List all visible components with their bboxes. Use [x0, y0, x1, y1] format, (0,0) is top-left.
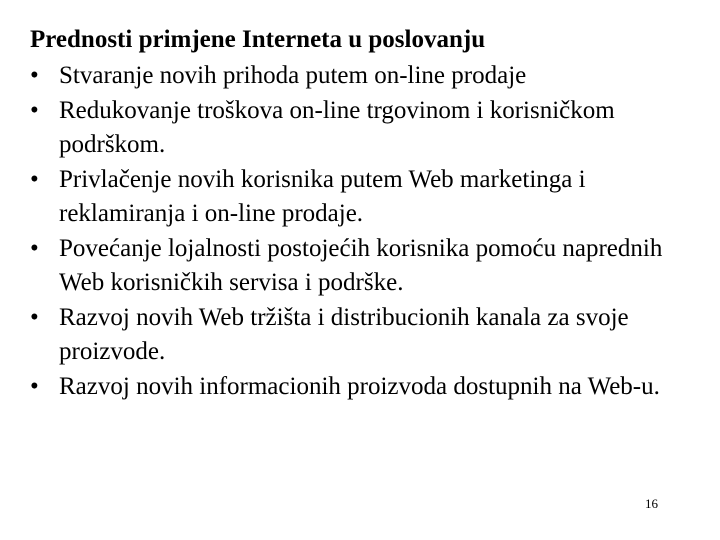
- bullet-text: Redukovanje troškova on-line trgovinom i korisničkom podrškom.: [59, 96, 615, 158]
- bullet-item: [30, 59, 700, 94]
- bullet-icon: •: [30, 234, 39, 262]
- bullet-item: [30, 94, 700, 163]
- bullet-list: [30, 59, 700, 404]
- bullet-item: [30, 301, 700, 370]
- page-number: 16: [645, 496, 658, 511]
- bullet-icon: •: [30, 62, 39, 89]
- bullet-text: Povećanje lojalnosti postojećih korisnika pomoću naprednih Web korisničkih servisa i podrške.: [59, 234, 663, 296]
- bullet-icon: •: [30, 96, 39, 124]
- bullet-text: Razvoj novih Web tržišta i distribucionih kanala za svoje proizvode.: [59, 303, 629, 365]
- bullet-icon: •: [30, 372, 39, 400]
- bullet-item: [30, 232, 700, 301]
- bullet-text: Privlačenje novih korisnika putem Web marketinga i reklamiranja i on-line prodaje.: [59, 165, 586, 227]
- bullet-text: Razvoj novih informacionih proizvoda dostupnih na Web-u.: [59, 372, 660, 400]
- bullet-item: [30, 370, 700, 405]
- bullet-item: [30, 163, 700, 232]
- bullet-icon: •: [30, 303, 39, 331]
- bullet-text: Stvaranje novih prihoda putem on-line prodaje: [59, 62, 527, 89]
- bullet-icon: •: [30, 165, 39, 193]
- slide-title: Prednosti primjene Interneta u poslovanju: [30, 26, 486, 53]
